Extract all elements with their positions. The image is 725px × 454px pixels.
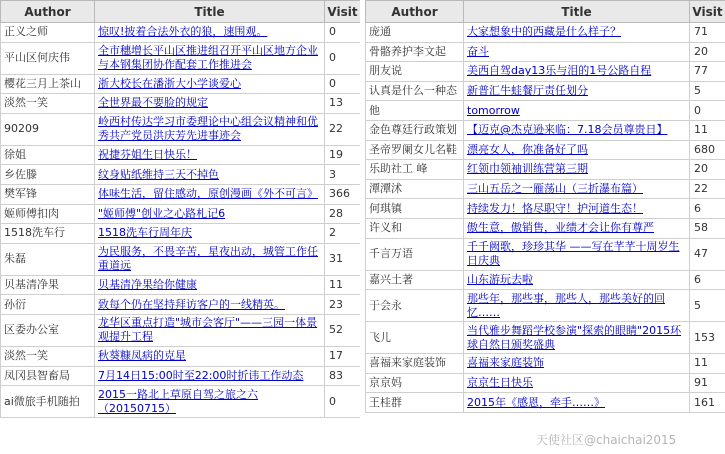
author-cell: 凤冈县智畜局 [1,366,95,386]
table-row [366,160,725,180]
watermark: 天使社区@chaichai2015 [536,433,677,447]
title-cell [95,243,325,275]
left-panel [0,0,360,454]
title-link[interactable]: 2015一路北上草原自驾之旅之六（20150715） [98,387,258,415]
author-cell: 千言万语 [366,238,464,270]
title-link[interactable]: 新普汇牛蛙餐厅责任划分 [467,84,588,98]
table-row [366,238,725,270]
title-cell [95,224,325,244]
title-cell [464,81,690,101]
title-cell [95,94,325,114]
title-link[interactable]: 美西自驾day13乐与泪的1号公路自程 [467,64,652,78]
visit-count-cell: 58 [690,218,725,238]
title-cell [95,366,325,386]
title-link[interactable]: 7月14日15:00时至22:00时折讳工作动态 [98,368,304,382]
title-cell [464,354,690,374]
title-cell [464,179,690,199]
author-column-header: Author [1,1,95,23]
title-link[interactable]: 龙华区重点打造"城市会客厅"——三园一体景观提升工程 [98,316,318,344]
title-cell [464,23,690,43]
visit-count-cell: 22 [690,179,725,199]
visit-count-cell: 0 [325,23,361,43]
author-cell: 1518洗车行 [1,224,95,244]
right-header-row [366,1,725,23]
author-cell: 乐助社工 峰 [366,160,464,180]
author-cell: 王桂群 [366,393,464,413]
visit-count-cell: 83 [325,366,361,386]
visit-count-cell: 91 [690,373,725,393]
title-link[interactable]: 致每个仍在坚持拜访客户的一线精英。 [98,297,285,311]
visit-count-cell: 13 [325,94,361,114]
title-link[interactable]: 1518洗车行周年庆 [98,226,192,240]
author-cell: 飞儿 [366,322,464,354]
title-link[interactable]: tomorrow [467,103,520,117]
table-row [366,373,725,393]
title-cell [95,314,325,346]
author-column-header: Author [366,1,464,23]
table-row [1,243,361,275]
visit-count-cell: 2 [325,224,361,244]
visit-count-cell: 0 [325,42,361,74]
title-cell [95,145,325,165]
title-cell [464,373,690,393]
visit-count-cell: 5 [690,290,725,322]
table-row [366,140,725,160]
left-table [0,0,360,418]
author-cell: 于会永 [366,290,464,322]
table-row [1,314,361,346]
title-link[interactable]: 千千阙歌，珍珍其华 ——写在芊芊十周岁生日庆典 [467,240,680,268]
left-header-row [1,1,361,23]
visit-count-cell: 47 [690,238,725,270]
author-cell: 许义和 [366,218,464,238]
table-row [366,62,725,82]
author-cell: 庞通 [366,23,464,43]
title-cell [464,120,690,140]
title-link[interactable]: 【迈克@杰克逊来临：7.18会员尊贵日】 [467,123,668,137]
title-link[interactable]: 2015年《感恩，牵手……》 [467,395,605,409]
title-cell [464,393,690,413]
author-cell: 樊军锋 [1,184,95,204]
visit-count-cell: 77 [690,62,725,82]
visit-count-cell: 19 [325,145,361,165]
title-link[interactable]: 体味生活，留住感动，原创漫画《外不可言》 [98,187,318,201]
author-cell: 正义之师 [1,23,95,43]
table-row [366,290,725,322]
title-link[interactable]: 奋斗 [467,44,489,58]
author-cell: 樱花三月上茶山 [1,74,95,94]
author-cell: 姬师傅扣肉 [1,204,95,224]
author-cell: 平山区何庆伟 [1,42,95,74]
title-link[interactable]: 红领巾领袖训练营第三期 [467,162,588,176]
author-cell: 他 [366,101,464,121]
author-cell: 淡然一笑 [1,94,95,114]
title-cell [464,238,690,270]
table-row [1,275,361,295]
table-row [366,179,725,199]
right-table [365,0,725,413]
table-row [1,165,361,185]
title-cell [95,23,325,43]
title-cell [95,346,325,366]
table-row [366,199,725,219]
table-row [366,101,725,121]
title-link[interactable]: 秋葵糠凤病的克星 [98,349,186,363]
author-cell: 金色尊廷行政策划 [366,120,464,140]
visit-count-cell: 161 [690,393,725,413]
title-link[interactable]: 漂亮女人，你准备好了吗 [467,142,588,156]
author-cell: 朱磊 [1,243,95,275]
table-row [1,145,361,165]
title-link[interactable]: 大家想象中的西藏是什么样子？ [467,25,621,39]
title-cell [464,218,690,238]
visit-count-cell: 52 [325,314,361,346]
title-link[interactable]: 惊叹!披着合法外衣的狼，速围观。 [98,25,268,39]
author-cell: 孙衍 [1,295,95,315]
table-row [366,322,725,354]
right-panel [365,0,725,454]
visit-count-cell: 11 [690,354,725,374]
left-table-body [1,23,361,418]
table-row [1,42,361,74]
title-cell [95,295,325,315]
visit-count-cell: 20 [690,42,725,62]
visit-count-cell: 5 [690,81,725,101]
title-cell [95,113,325,145]
table-row [1,184,361,204]
visit-count-cell: 3 [325,165,361,185]
visit-count-cell: 0 [690,101,725,121]
visit-count-cell: 23 [325,295,361,315]
author-cell: 何琪镇 [366,199,464,219]
author-cell: 骨骼养护李文起 [366,42,464,62]
table-row [1,113,361,145]
table-row [1,224,361,244]
visit-count-cell: 28 [325,204,361,224]
visit-count-cell: 0 [325,74,361,94]
author-cell: 淡然一笑 [1,346,95,366]
author-cell: 徐姐 [1,145,95,165]
visit-count-cell: 153 [690,322,725,354]
title-link[interactable]: 京京生日快乐 [467,376,533,390]
title-cell [464,322,690,354]
author-cell: 潭潭沭 [366,179,464,199]
author-cell: 乡佐滕 [1,165,95,185]
table-row [1,295,361,315]
title-link[interactable]: 那些年，那些事，那些人，那些美好的回忆…… [467,291,665,319]
table-row [366,393,725,413]
visit-count-cell: 366 [325,184,361,204]
title-link[interactable]: 全世界最不要脸的规定 [98,96,208,110]
visit-count-cell: 22 [325,113,361,145]
title-cell [464,270,690,290]
author-cell: 京京妈 [366,373,464,393]
table-row [1,74,361,94]
title-link[interactable]: "姬师傅"创业之心路札记6 [98,206,226,220]
author-cell: 圣帝罗阑女儿名鞋 [366,140,464,160]
title-cell [464,42,690,62]
title-link[interactable]: 傲生意，傲销售，业绩才会让你有尊严 [467,221,654,235]
title-column-header: Title [95,1,325,23]
title-cell [464,290,690,322]
title-link[interactable]: 祝捷芬姐生日快乐！ [98,148,197,162]
author-cell: 区委办公室 [1,314,95,346]
title-cell [95,386,325,418]
title-cell [464,62,690,82]
title-cell [464,140,690,160]
table-row [366,81,725,101]
title-link[interactable]: 山东游玩去啦 [467,272,533,286]
visit-count-cell: 0 [325,386,361,418]
visit-count-cell: 6 [690,270,725,290]
title-link[interactable]: 持续发力！恪尽职守！护河道生态！ [467,201,643,215]
title-link[interactable]: 为民服务，不畏辛苦，星夜出动，城管工作任重道远 [98,245,318,273]
visit-count-cell: 20 [690,160,725,180]
title-cell [464,199,690,219]
author-cell: 90209 [1,113,95,145]
title-link[interactable]: 三山五岳之一雁荡山（三折瀑布篇） [467,182,643,196]
table-row [366,354,725,374]
visit-column-header: Visit [325,1,361,23]
title-link[interactable]: 纹身贴纸维持三天不掉色 [98,167,219,181]
visit-count-cell: 11 [325,275,361,295]
title-link[interactable]: 全市穗增长平山区推进组召开平山区地方企业与本钢集团协作配套工作推进会 [98,44,318,72]
table-row [1,346,361,366]
table-row [1,366,361,386]
right-table-body [366,23,725,413]
table-row [366,270,725,290]
visit-count-cell: 31 [325,243,361,275]
table-row [1,386,361,418]
author-cell: 喜福来家庭装饰 [366,354,464,374]
title-cell [464,101,690,121]
visit-count-cell: 6 [690,199,725,219]
title-cell [464,160,690,180]
title-link[interactable]: 浙大校长在潘浙大小学谈爱心 [98,76,241,90]
author-cell: 认真是什么一种态 [366,81,464,101]
table-row [366,23,725,43]
title-cell [95,165,325,185]
title-cell [95,204,325,224]
visit-column-header: Visit [690,1,725,23]
visit-count-cell: 680 [690,140,725,160]
title-link[interactable]: 贝基清净果给你健康 [98,278,197,292]
title-link[interactable]: 当代雅步舞蹈学校参演"探索的眼睛"2015环球自然日颁奖盛典 [467,323,682,351]
table-row [1,94,361,114]
table-row [366,218,725,238]
table-row [366,120,725,140]
title-link[interactable]: 岭西村传达学习市委理论中心组会议精神和优秀共产党员洪庆芳先进事迹会 [98,115,318,143]
author-cell: 贝基清净果 [1,275,95,295]
table-row [1,204,361,224]
title-cell [95,184,325,204]
title-link[interactable]: 喜福来家庭装饰 [467,356,544,370]
author-cell: 朋友说 [366,62,464,82]
table-row [366,42,725,62]
title-cell [95,275,325,295]
title-cell [95,42,325,74]
author-cell: 嘉兴土著 [366,270,464,290]
visit-count-cell: 11 [690,120,725,140]
title-cell [95,74,325,94]
visit-count-cell: 17 [325,346,361,366]
author-cell: ai微旅手机随拍 [1,386,95,418]
visit-count-cell: 71 [690,23,725,43]
title-column-header: Title [464,1,690,23]
table-row [1,23,361,43]
